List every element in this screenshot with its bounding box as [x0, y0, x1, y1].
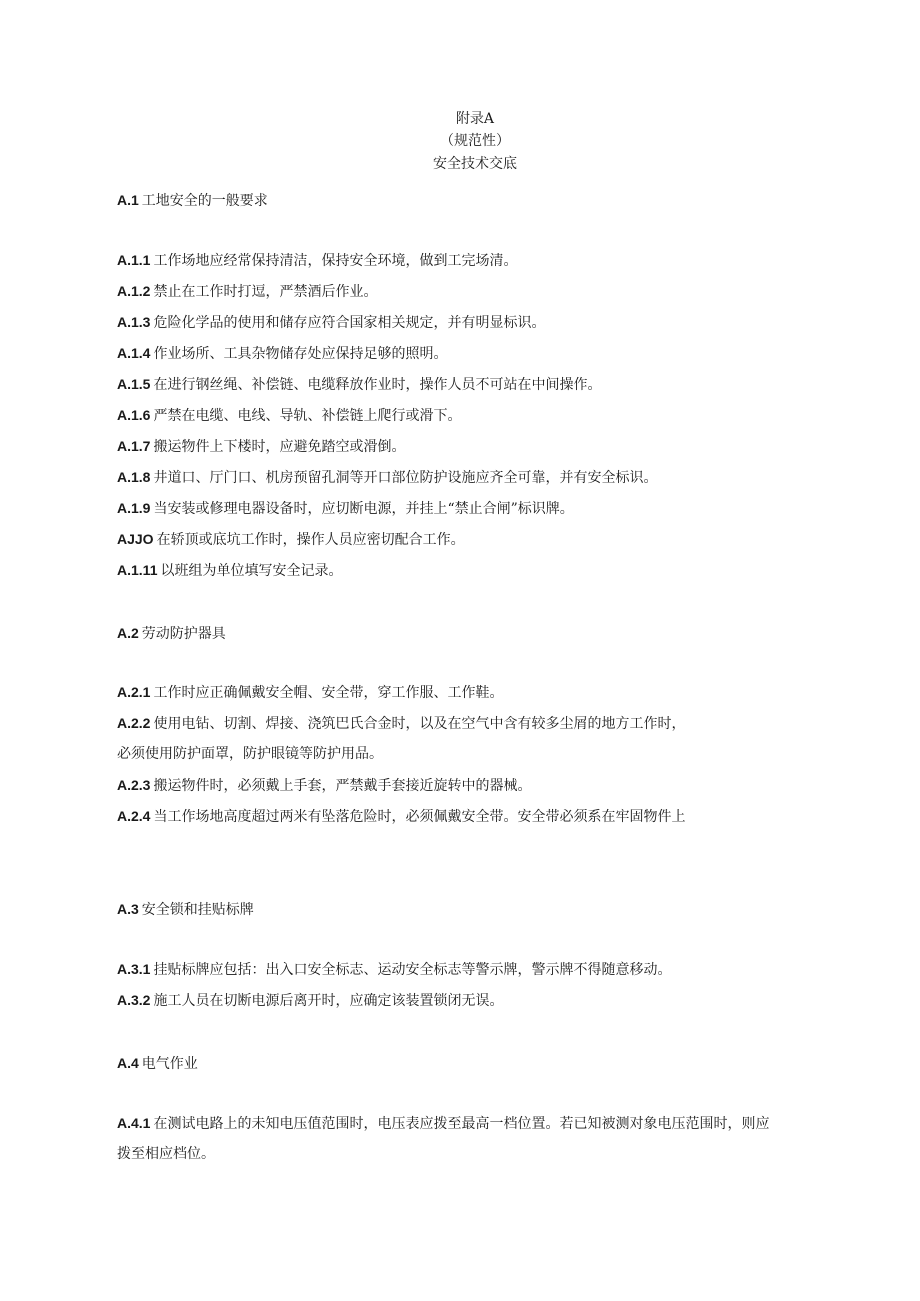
- clause-line: A.3.1 挂贴标牌应包括：出入口安全标志、运动安全标志等警示牌，警示牌不得随意移动。: [117, 961, 672, 978]
- clause-line: A.1.4 作业场所、工具杂物储存处应保持足够的照明。: [117, 345, 448, 362]
- clause-line: A.1.6 严禁在电缆、电线、导轨、补偿链上爬行或滑下。: [117, 407, 462, 424]
- clause-line: AJJO 在轿顶或底坑工作时，操作人员应密切配合工作。: [117, 531, 465, 548]
- clause-line: A.2.2 使用电钻、切割、焊接、浇筑巴氏合金时，以及在空气中含有较多尘屑的地方工作时，: [117, 715, 686, 732]
- clause-line: A.1.7 搬运物件上下楼时，应避免踏空或滑倒。: [117, 438, 406, 455]
- clause-line: A.1.8 井道口、厅门口、机房预留孔洞等开口部位防护设施应齐全可靠，并有安全标识。: [117, 469, 658, 486]
- section-heading: A.3 安全锁和挂贴标牌: [117, 901, 254, 918]
- clause-line: A.3.2 施工人员在切断电源后离开时，应确定该装置锁闭无误。: [117, 992, 504, 1009]
- clause-line: A.1.3 危险化学品的使用和储存应符合国家相关规定，并有明显标识。: [117, 314, 546, 331]
- page-title: 安全技术交底: [433, 156, 517, 172]
- clause-continuation: 必须使用防护面罩，防护眼镜等防护用品。: [117, 746, 383, 762]
- clause-line: A.1.5 在进行钢丝绳、补偿链、电缆释放作业时，操作人员不可站在中间操作。: [117, 376, 602, 393]
- section-heading: A.2 劳动防护器具: [117, 625, 226, 642]
- clause-line: A.1.1 工作场地应经常保持清洁，保持安全环境，做到工完场清。: [117, 252, 518, 269]
- clause-line: A.2.1 工作时应正确佩戴安全帽、安全带，穿工作服、工作鞋。: [117, 684, 504, 701]
- appendix-label: 附录A: [455, 111, 495, 127]
- clause-line: A.1.11 以班组为单位填写安全记录。: [117, 562, 343, 579]
- clause-line: A.1.2 禁止在工作时打逗，严禁酒后作业。: [117, 283, 378, 300]
- clause-continuation: 拨至相应档位。: [117, 1146, 215, 1162]
- clause-line: A.2.3 搬运物件时，必须戴上手套，严禁戴手套接近旋转中的器械。: [117, 777, 532, 794]
- clause-line: A.1.9 当安装或修理电器设备时，应切断电源，并挂上“禁止合闸”标识牌。: [117, 500, 574, 517]
- clause-line: A.2.4 当工作场地高度超过两米有坠落危险时，必须佩戴安全带。安全带必须系在牢固物件上: [117, 808, 686, 825]
- clause-line: A.4.1 在测试电路上的未知电压值范围时，电压表应拨至最高一档位置。若已知被测对象电压范围时，则应: [117, 1115, 770, 1132]
- section-heading: A.4 电气作业: [117, 1055, 198, 1072]
- section-heading: A.1 工地安全的一般要求: [117, 192, 268, 209]
- appendix-nature: （规范性）: [440, 133, 510, 149]
